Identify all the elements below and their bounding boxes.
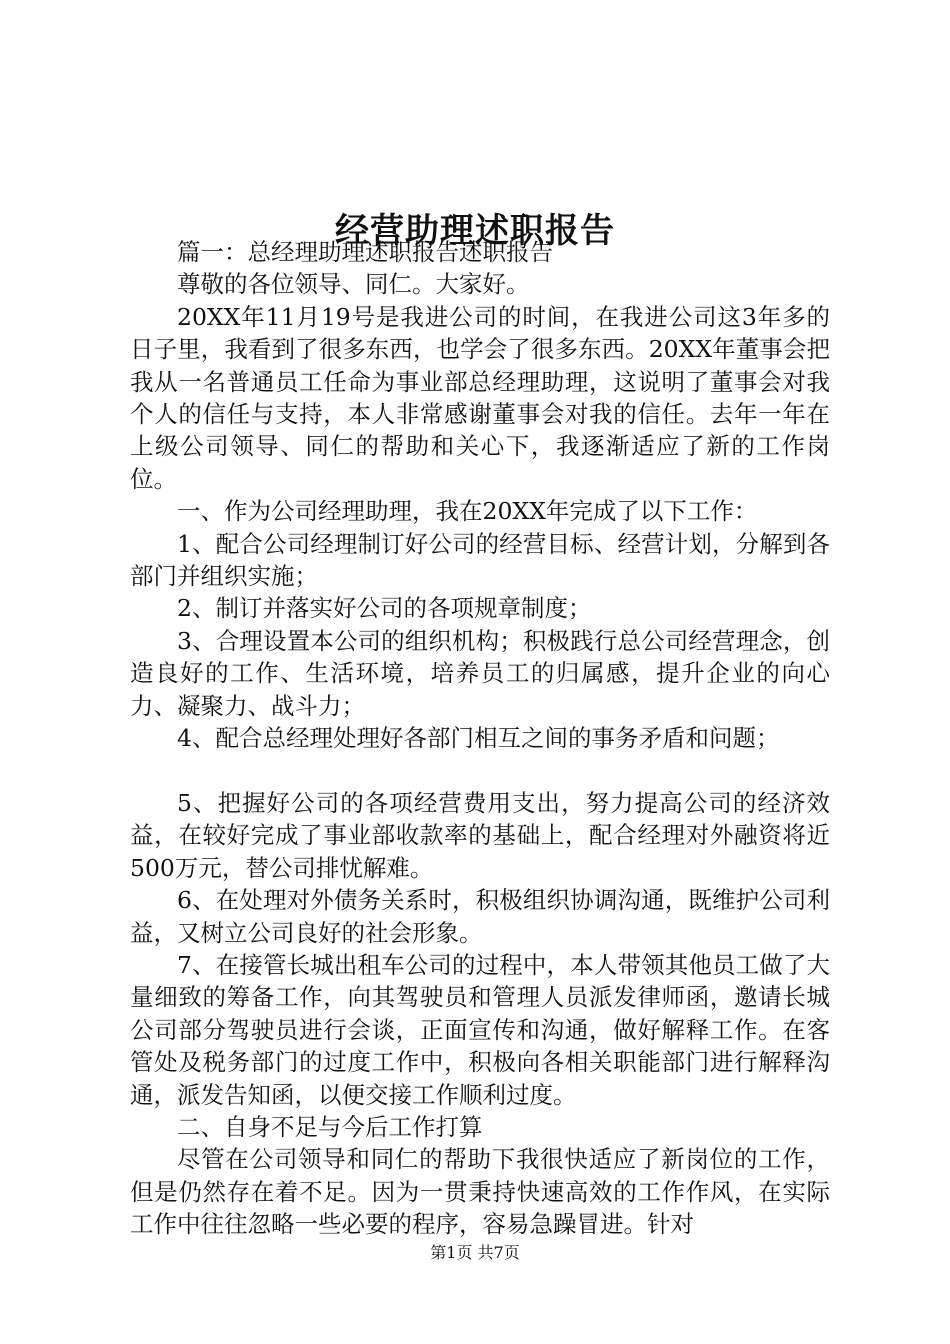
page-footer: 第1页 共7页	[430, 1243, 520, 1262]
document-title: 经营助理述职报告	[335, 210, 615, 251]
list-item-3: 3、合理设置本公司的组织机构；积极践行总公司经营理念，创造良好的工作、生活环境，培养员工的归属感，提升企业的向心力、凝聚力、战斗力；	[130, 626, 830, 720]
list-item-1: 1、配合公司经理制订好公司的经营目标、经营计划，分解到各部门并组织实施；	[130, 529, 830, 591]
list-item-7: 7、在接管长城出租车公司的过程中，本人带领其他员工做了大量细致的筹备工作，向其驾驶员和管理人员派发律师函，邀请长城公司部分驾驶员进行会谈，正面宣传和沟通，做好解释工作。在客管处及税务部门的过度工作中，积极向各相关职能部门进行解释沟通，派发告知函，以便交接工作顺利过度。	[130, 950, 830, 1109]
paragraph-heading-part1: 篇一：总经理助理述职报告述职报告	[177, 238, 553, 266]
document-body	[130, 236, 830, 1241]
list-item-6: 6、在处理对外债务关系时，积极组织协调沟通，既维护公司利益，又树立公司良好的社会形象。	[130, 886, 830, 947]
section-heading-work-done: 一、作为公司经理助理，我在20XX年完成了以下工作：	[177, 497, 758, 526]
list-item-5: 5、把握好公司的各项经营费用支出，努力提高公司的经济效益，在较好完成了事业部收款率的基础上，配合经理对外融资将近500万元，替公司排忧解难。	[130, 788, 830, 882]
paragraph-greeting: 尊敬的各位领导、同仁。大家好。	[177, 270, 530, 299]
paragraph-shortcomings: 尽管在公司领导和同仁的帮助下我很快适应了新岗位的工作，但是仍然存在着不足。因为一贯秉持快速高效的工作作风，在实际工作中往往忽略一些必要的程序，容易急躁冒进。针对	[130, 1145, 830, 1239]
section-heading-shortcomings: 二、自身不足与今后工作打算	[177, 1112, 483, 1141]
list-item-4: 4、配合总经理处理好各部门相互之间的事务矛盾和问题；	[177, 724, 780, 753]
paragraph-intro: 20XX年11月19号是我进公司的时间，在我进公司这3年多的日子里，我看到了很多东西，也学会了很多东西。20XX年董事会把我从一名普通员工任命为事业部总经理助理，这说明了董事会对我个人的信任与支持，本人非常感谢董事会对我的信任。去年一年在上级公司领导、同仁的帮助和关心下，我逐渐适应了新的工作岗位。	[130, 302, 830, 493]
list-item-2: 2、制订并落实好公司的各项规章制度；	[177, 594, 592, 623]
